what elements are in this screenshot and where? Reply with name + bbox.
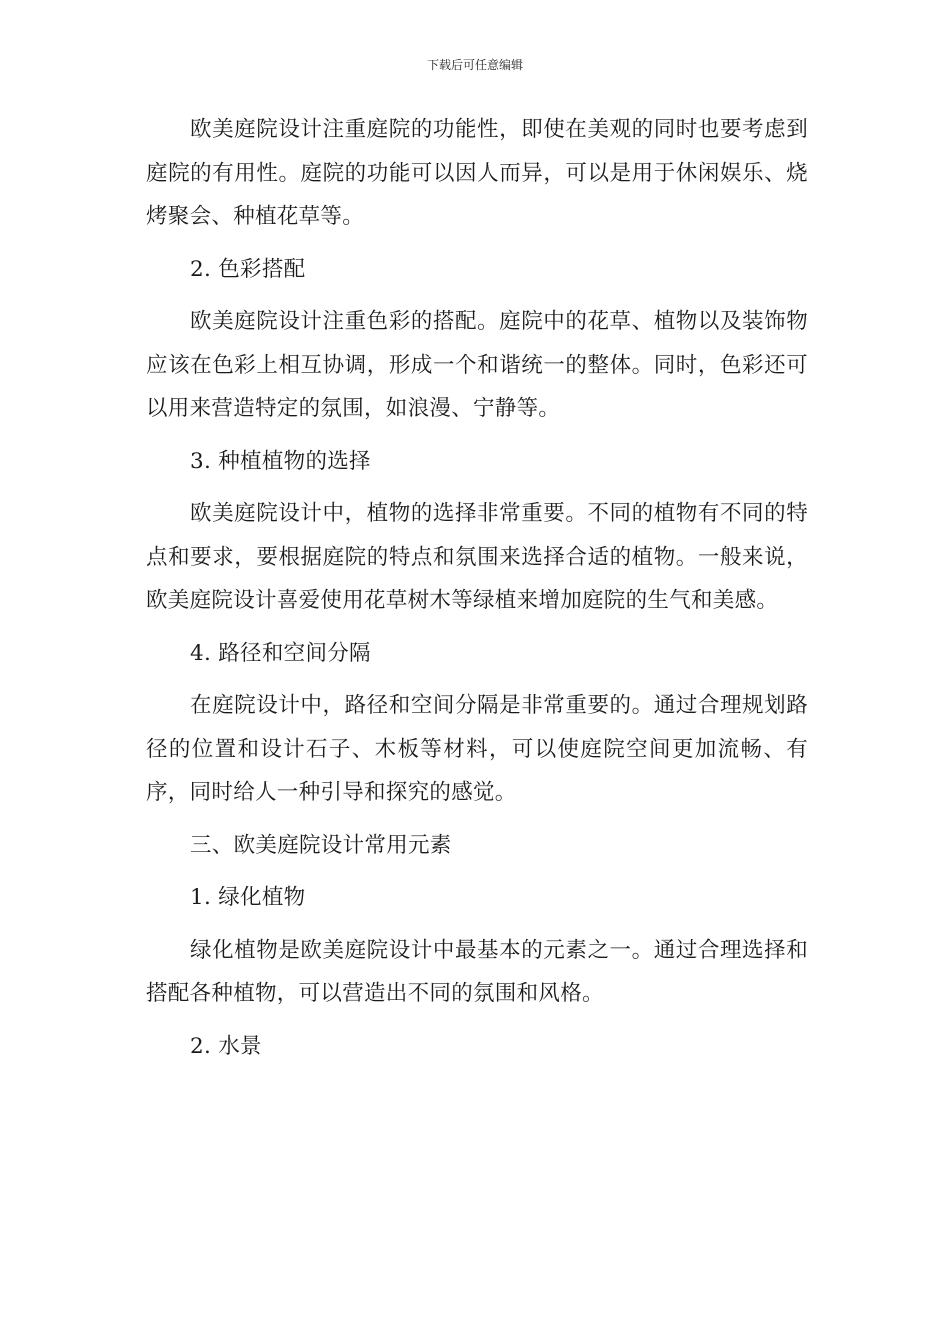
page-header: 下载后可任意编辑 <box>426 58 523 72</box>
document-body <box>146 108 808 1077</box>
paragraph-green-plants: 绿化植物是欧美庭院设计中最基本的元素之一。通过合理选择和搭配各种植物，可以营造出不同的氛围和风格。 <box>146 937 808 1006</box>
paragraph-plant-selection: 欧美庭院设计中，植物的选择非常重要。不同的植物有不同的特点和要求，要根据庭院的特点和氛围来选择合适的植物。一般来说，欧美庭院设计喜爱使用花草树木等绿植来增加庭院的生气和美感。 <box>146 501 808 613</box>
paragraph-paths-spaces: 在庭院设计中，路径和空间分隔是非常重要的。通过合理规划路径的位置和设计石子、木板等材料，可以使庭院空间更加流畅、有序，同时给人一种引导和探究的感觉。 <box>146 693 808 805</box>
heading-paths-spaces: 4. 路径和空间分隔 <box>190 640 371 666</box>
section-heading-common-elements: 三、欧美庭院设计常用元素 <box>190 832 452 858</box>
heading-color-matching: 2. 色彩搭配 <box>190 256 306 282</box>
heading-green-plants: 1. 绿化植物 <box>190 885 306 910</box>
paragraph-color-matching: 欧美庭院设计注重色彩的搭配。庭院中的花草、植物以及装饰物应该在色彩上相互协调，形成一个和谐统一的整体。同时，色彩还可以用来营造特定的氛围，如浪漫、宁静等。 <box>146 309 808 421</box>
paragraph-functionality: 欧美庭院设计注重庭院的功能性，即使在美观的同时也要考虑到庭院的有用性。庭院的功能可以因人而异，可以是用于休闲娱乐、烧烤聚会、种植花草等。 <box>146 117 808 229</box>
heading-water-features: 2. 水景 <box>190 1033 262 1059</box>
heading-plant-selection: 3. 种植植物的选择 <box>190 448 371 474</box>
